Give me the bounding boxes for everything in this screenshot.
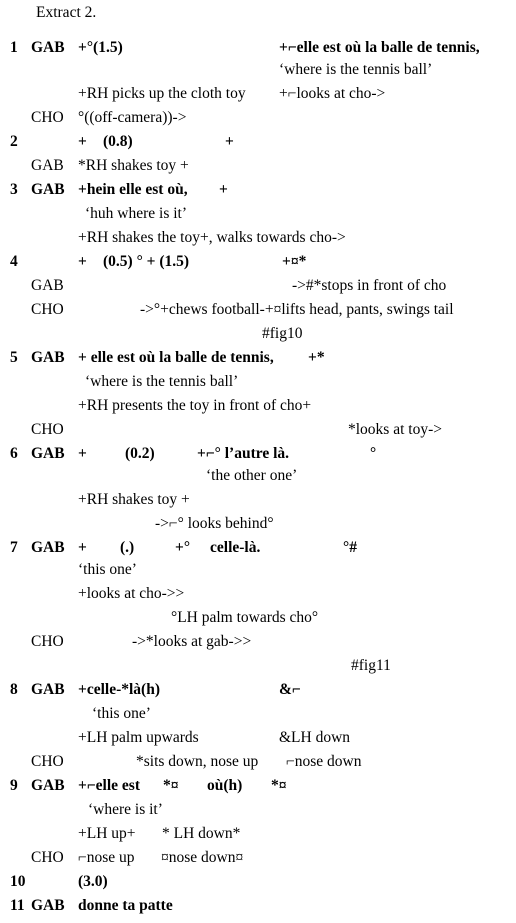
- transcript-line-21-seg-1: ->⌐° looks behind°: [155, 515, 274, 532]
- transcript-line-22-seg-3: +: [78, 539, 87, 556]
- transcript-line-17-seg-1: CHO: [31, 421, 64, 438]
- transcript-line-7-seg-2: GAB: [31, 181, 65, 198]
- transcript-line-18-seg-4: (0.2): [125, 445, 155, 462]
- transcript-line-7-seg-4: +: [219, 181, 228, 198]
- transcript-line-18-seg-2: GAB: [31, 445, 65, 462]
- transcript-line-8-seg-1: ‘huh where is it’: [85, 205, 188, 222]
- transcript-line-23-seg-1: ‘this one’: [78, 561, 137, 578]
- transcript-line-10-seg-3: (0.5) ° + (1.5): [103, 253, 190, 270]
- transcript-line-19-seg-1: ‘the other one’: [206, 467, 298, 484]
- transcript-line-14-seg-3: + elle est où la balle de tennis,: [78, 349, 274, 366]
- transcript-line-37-seg-2: GAB: [31, 897, 65, 914]
- transcript-line-24-seg-1: +looks at cho->>: [78, 585, 185, 602]
- transcript-line-20-seg-1: +RH shakes toy +: [78, 491, 190, 508]
- transcript-line-16-seg-1: +RH presents the toy in front of cho+: [78, 397, 312, 414]
- transcript-line-12-seg-2: ->°+chews football-+¤lifts head, pants, swings tail: [140, 301, 454, 318]
- transcript-line-31-seg-3: ⌐nose down: [286, 753, 362, 770]
- transcript-line-22-seg-4: (.): [120, 539, 135, 556]
- transcript-line-5-seg-1: 2: [10, 133, 18, 150]
- transcript-line-1-seg-4: +⌐elle est où la balle de tennis,: [279, 39, 480, 56]
- transcript-line-35-seg-1: CHO: [31, 849, 64, 866]
- transcript-line-18-seg-5: +⌐° l’autre là.: [197, 445, 290, 462]
- transcript-line-13-seg-1: #fig10: [262, 325, 303, 342]
- transcript-line-14-seg-1: 5: [10, 349, 18, 366]
- transcript-line-32-seg-5: où(h): [207, 777, 243, 794]
- transcript-line-27-seg-1: #fig11: [351, 657, 391, 674]
- transcript-line-11-seg-2: ->#*stops in front of cho: [292, 277, 447, 294]
- transcript-line-34-seg-2: * LH down*: [162, 825, 241, 842]
- transcript-line-3-seg-2: +⌐looks at cho->: [279, 85, 386, 102]
- transcript-line-1-seg-3: +°(1.5): [78, 39, 123, 56]
- transcript-line-5-seg-2: +: [78, 133, 87, 150]
- transcript-line-35-seg-2: ⌐nose up: [78, 849, 135, 866]
- transcript-line-34-seg-1: +LH up+: [78, 825, 136, 842]
- transcript-line-31-seg-2: *sits down, nose up: [136, 753, 259, 770]
- transcript-line-4-seg-2: °((off-camera))->: [78, 109, 187, 126]
- transcript-line-9-seg-1: +RH shakes the toy+, walks towards cho->: [78, 229, 346, 246]
- transcript-line-1-seg-2: GAB: [31, 39, 65, 56]
- transcript-line-7-seg-3: +hein elle est où,: [78, 181, 188, 198]
- transcript-line-30-seg-1: +LH palm upwards: [78, 729, 199, 746]
- extract-title: Extract 2.: [36, 4, 97, 21]
- transcript-line-28-seg-2: GAB: [31, 681, 65, 698]
- transcript-line-32-seg-4: *¤: [163, 777, 179, 794]
- transcript-line-32-seg-2: GAB: [31, 777, 65, 794]
- transcript-line-22-seg-6: celle-là.: [210, 539, 261, 556]
- transcript-line-32-seg-3: +⌐elle est: [78, 777, 140, 794]
- transcript-line-10-seg-2: +: [78, 253, 87, 270]
- transcript-line-10-seg-4: +¤*: [282, 253, 307, 270]
- transcript-line-5-seg-4: +: [225, 133, 234, 150]
- transcript-line-18-seg-3: +: [78, 445, 87, 462]
- transcript-line-17-seg-2: *looks at toy->: [348, 421, 442, 438]
- transcript-line-6-seg-2: *RH shakes toy +: [78, 157, 189, 174]
- transcript-line-2-seg-1: ‘where is the tennis ball’: [279, 61, 433, 78]
- transcript-line-18-seg-1: 6: [10, 445, 18, 462]
- transcript-line-35-seg-3: ¤nose down¤: [161, 849, 244, 866]
- transcript-line-18-seg-6: °: [370, 445, 377, 462]
- transcript-line-22-seg-7: °#: [343, 539, 357, 556]
- transcript-line-28-seg-1: 8: [10, 681, 18, 698]
- transcript-line-11-seg-1: GAB: [31, 277, 64, 294]
- transcript-line-33-seg-1: ‘where is it’: [88, 801, 163, 818]
- transcript-line-37-seg-3: donne ta patte: [78, 897, 173, 914]
- transcript-line-36-seg-2: (3.0): [78, 873, 108, 890]
- transcript-line-28-seg-3: +celle-*là(h): [78, 681, 160, 698]
- transcript-line-5-seg-3: (0.8): [103, 133, 133, 150]
- transcript-line-32-seg-6: *¤: [271, 777, 287, 794]
- transcript-line-22-seg-1: 7: [10, 539, 18, 556]
- transcript-line-22-seg-5: +°: [175, 539, 191, 556]
- transcript-line-31-seg-1: CHO: [31, 753, 64, 770]
- transcript-line-26-seg-1: CHO: [31, 633, 64, 650]
- transcript-line-15-seg-1: ‘where is the tennis ball’: [85, 373, 239, 390]
- transcript-line-7-seg-1: 3: [10, 181, 18, 198]
- transcript-line-25-seg-1: °LH palm towards cho°: [171, 609, 319, 626]
- transcript-line-36-seg-1: 10: [10, 873, 26, 890]
- transcript-line-6-seg-1: GAB: [31, 157, 64, 174]
- transcript-line-14-seg-2: GAB: [31, 349, 65, 366]
- transcript-line-12-seg-1: CHO: [31, 301, 64, 318]
- transcript-line-26-seg-2: ->*looks at gab->>: [132, 633, 252, 650]
- transcript-line-1-seg-1: 1: [10, 39, 18, 56]
- transcript-line-32-seg-1: 9: [10, 777, 18, 794]
- transcript-line-28-seg-4: &⌐: [279, 681, 301, 698]
- transcript-line-3-seg-1: +RH picks up the cloth toy: [78, 85, 246, 102]
- transcript-line-4-seg-1: CHO: [31, 109, 64, 126]
- transcript-line-29-seg-1: ‘this one’: [92, 705, 151, 722]
- transcript-line-14-seg-4: +*: [308, 349, 325, 366]
- transcript-line-30-seg-2: &LH down: [279, 729, 351, 746]
- transcript-line-37-seg-1: 11: [10, 897, 25, 914]
- transcript-line-10-seg-1: 4: [10, 253, 18, 270]
- transcript-line-22-seg-2: GAB: [31, 539, 65, 556]
